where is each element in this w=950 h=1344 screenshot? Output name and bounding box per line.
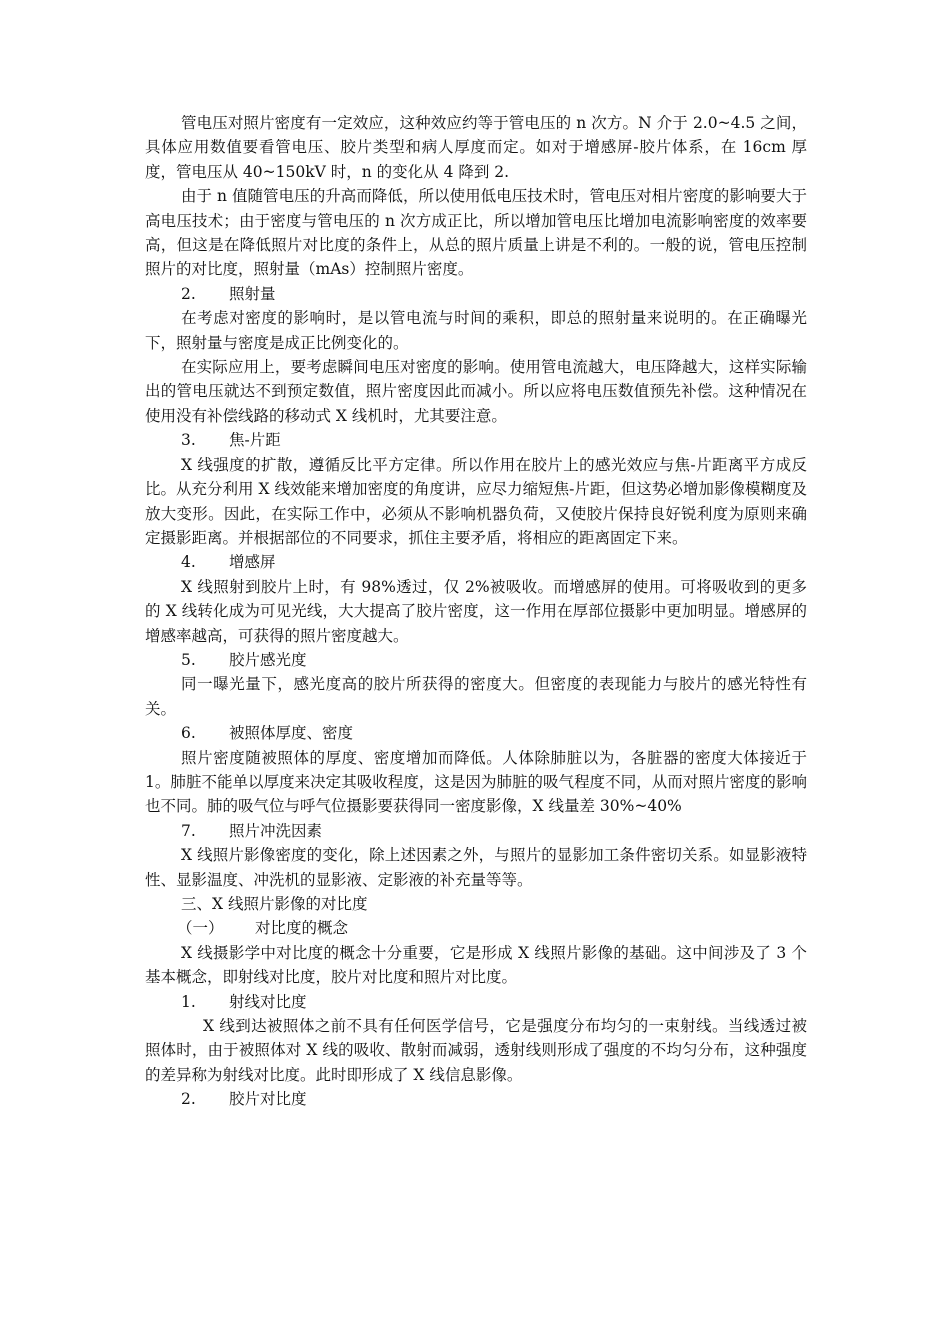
heading-text: 胶片对比度 [229, 1090, 307, 1109]
heading-number: 3. [181, 431, 196, 450]
paragraph-screen: X 线照射到胶片上时，有 98%透过，仅 2%被吸收。而增感屏的使用。可将吸收到的更多的 X 线转化成为可见光线，大大提高了胶片密度，这一作用在厚部位摄影中更加明显。增感屏的增感率越高，可获得的照片密度越大。 [145, 577, 807, 645]
paragraph-contrast-concept: X 线摄影学中对比度的概念十分重要，它是形成 X 线照片影像的基础。这中间涉及了 3 个基本概念，即射线对比度，胶片对比度和照片对比度。 [145, 943, 807, 987]
document-page [145, 111, 807, 1112]
heading-processing [145, 819, 807, 843]
heading-text: 胶片感光度 [229, 650, 307, 669]
paragraph-exposure-1: 在考虑对密度的影响时，是以管电流与时间的乘积，即总的照射量来说明的。在正确曝光下，照射量与密度是成正比例变化的。 [145, 309, 807, 352]
paragraph-distance: X 线强度的扩散，遵循反比平方定律。所以作用在胶片上的感光效应与焦-片距离平方成反比。从充分利用 X 线效能来增加密度的角度讲，应尽力缩短焦-片距，但这势必增加影像模糊度及放大变形。因此，在实际工作中，必须从不影响机器负荷，又使胶片保持良好锐利度为原则来确定摄影距离。并根据部位的不同要求，抓住主要矛盾，将相应的距离固定下来。 [145, 455, 807, 547]
heading-intensifying-screen [145, 550, 807, 574]
heading-text: 照片冲洗因素 [229, 821, 323, 840]
heading-number: 2. [181, 284, 196, 303]
heading-number: 6. [181, 724, 196, 743]
heading-radiation-contrast [145, 990, 807, 1014]
paragraph-processing: X 线照片影像密度的变化，除上述因素之外，与照片的显影加工条件密切关系。如显影液特性、显影温度、冲洗机的显影液、定影液的补充量等等。 [145, 846, 807, 889]
heading-number: 1. [181, 992, 196, 1011]
heading-text: 被照体厚度、密度 [229, 724, 354, 743]
heading-focus-film-distance [145, 428, 807, 452]
heading-film-contrast [145, 1087, 807, 1111]
heading-text: 增感屏 [229, 553, 276, 572]
heading-film-sensitivity [145, 648, 807, 672]
heading-text: 对比度的概念 [255, 919, 349, 938]
heading-text: 照射量 [229, 284, 276, 303]
heading-number: 4. [181, 553, 196, 572]
heading-text: 焦-片距 [229, 431, 281, 450]
paragraph-exposure-2: 在实际应用上，要考虑瞬间电压对密度的影响。使用管电流越大，电压降越大，这样实际输出的管电压就达不到预定数值，照片密度因此而减小。所以应将电压数值预先补偿。这种情况在使用没有补偿线路的移动式 X 线机时，尤其要注意。 [145, 358, 807, 425]
paragraph-n-value: 由于 n 值随管电压的升高而降低，所以使用低电压技术时，管电压对相片密度的影响要大于高电压技术；由于密度与管电压的 n 次方成正比，所以增加管电压比增加电流影响密度的效率要高，但这是在降低照片对比度的条件上，从总的照片质量上讲是不利的。一般的说，管电压控制照片的对比度，照射量（mAs）控制照片密度。 [145, 187, 807, 279]
paragraph-radiation-contrast: X 线到达被照体之前不具有任何医学信号，它是强度分布均匀的一束射线。当线透过被照体时，由于被照体对 X 线的吸收、散射而减弱，透射线则形成了强度的不均匀分布，这种强度的差异称为射线对比度。此时即形成了 X 线信息影像。 [145, 1017, 807, 1084]
paragraph-tube-voltage-effect: 管电压对照片密度有一定效应，这种效应约等于管电压的 n 次方。N 介于 2.0~4.5 之间，具体应用数值要看管电压、胶片类型和病人厚度而定。如对于增感屏-胶片体系，在 16cm 厚度，管电压从 40~150kV 时，n 的变化从 4 降到 2. [145, 114, 807, 181]
paragraph-thickness: 照片密度随被照体的厚度、密度增加而降低。人体除肺脏以为，各脏器的密度大体接近于 1。肺脏不能单以厚度来决定其吸收程度，这是因为肺脏的吸气程度不同，从而对照片密度的影响也不同。肺的吸气位与呼气位摄影要获得同一密度影像，X 线量差 30%~40% [145, 748, 807, 816]
subheading-contrast-concept [145, 916, 807, 940]
heading-number: 5. [181, 650, 196, 669]
heading-number: 2. [181, 1090, 196, 1109]
paragraph-sensitivity: 同一曝光量下，感光度高的胶片所获得的密度大。但密度的表现能力与胶片的感光特性有关。 [145, 675, 807, 718]
section-heading-contrast: 三、X 线照片影像的对比度 [181, 895, 368, 913]
heading-exposure [145, 282, 807, 306]
heading-number: （一） [177, 919, 224, 938]
heading-number: 7. [181, 821, 196, 840]
heading-subject-thickness [145, 721, 807, 745]
heading-text: 射线对比度 [229, 992, 307, 1011]
